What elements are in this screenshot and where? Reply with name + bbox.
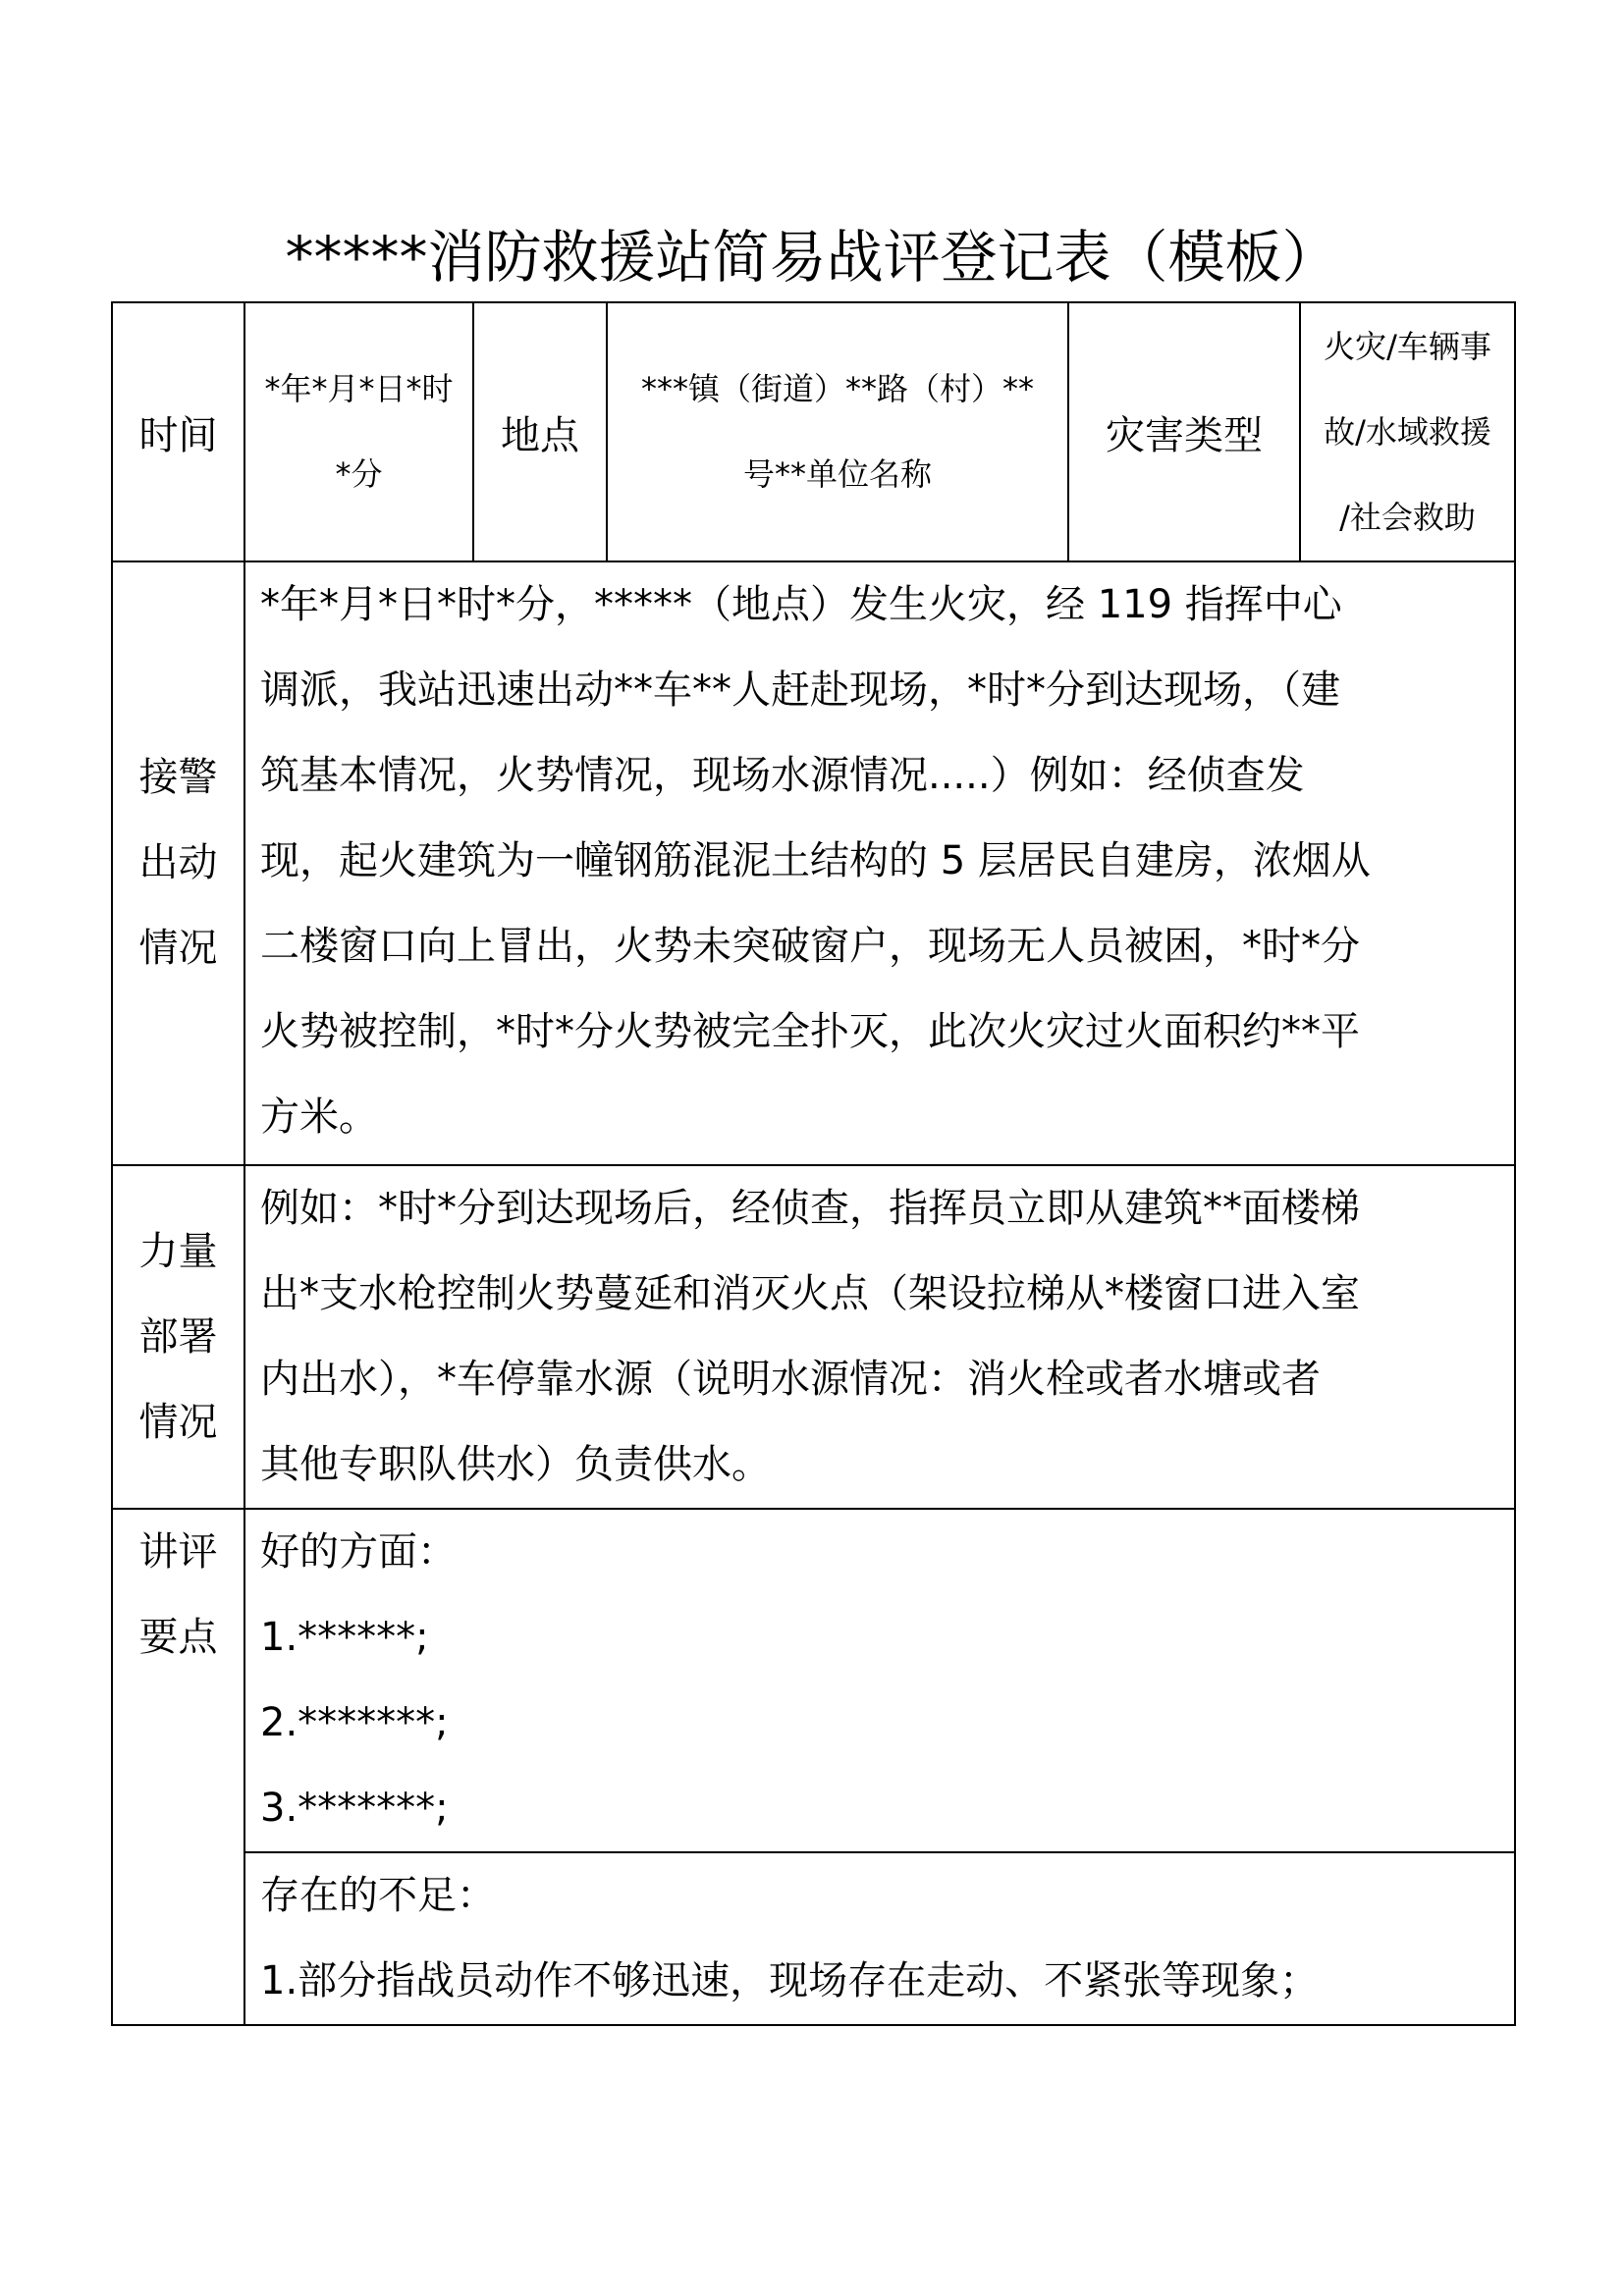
dispatch-label (112, 561, 244, 1165)
label-line: 要点 (138, 1615, 218, 1660)
text-line: *年*月*日*时*分，*****（地点）发生火灾，经 119 指挥中心 (260, 582, 1342, 627)
text-line: 好的方面： (260, 1529, 457, 1575)
place-value-line: 号**单位名称 (742, 455, 932, 493)
disaster-type-value (1300, 302, 1515, 561)
text-line: 二楼窗口向上冒出，火势未突破窗户，现场无人员被困，*时*分 (260, 924, 1360, 969)
review-bad-row (112, 1852, 1515, 2025)
type-value-line: 故/水域救援 (1324, 412, 1491, 451)
place-value (607, 302, 1068, 561)
deployment-row (112, 1165, 1515, 1509)
text-line: 例如：*时*分到达现场后，经侦查，指挥员立即从建筑**面楼梯 (260, 1186, 1360, 1231)
disaster-type-label: 灾害类型 (1068, 302, 1300, 561)
time-value-line: *分 (335, 455, 383, 493)
text-line: 1.部分指战员动作不够迅速，现场存在走动、不紧张等现象； (260, 1958, 1320, 2003)
text-line: 其他专职队供水）负责供水。 (260, 1442, 771, 1487)
dispatch-row (112, 561, 1515, 1165)
text-line: 存在的不足： (260, 1873, 496, 1918)
review-label (112, 1509, 244, 2025)
text-line: 筑基本情况，火势情况，现场水源情况.....）例如：经侦查发 (260, 753, 1305, 798)
label-line: 情况 (138, 926, 218, 971)
label-line: 出动 (138, 840, 218, 885)
header-row (112, 302, 1515, 561)
text-line: 现，起火建筑为一幢钢筋混泥土结构的 5 层居民自建房，浓烟从 (260, 838, 1371, 883)
type-value-line: /社会救助 (1339, 498, 1476, 536)
type-value-line: 火灾/车辆事 (1324, 327, 1491, 365)
time-label: 时间 (112, 302, 244, 561)
text-line: 火势被控制，*时*分火势被完全扑灭，此次火灾过火面积约**平 (260, 1009, 1360, 1054)
text-line: 2.*******; (260, 1700, 449, 1745)
place-value-line: ***镇（街道）**路（村）** (640, 370, 1034, 407)
text-line: 出*支水枪控制火势蔓延和消灭火点（架设拉梯从*楼窗口进入室 (260, 1271, 1360, 1316)
time-value (244, 302, 473, 561)
text-line: 1.******; (260, 1615, 429, 1660)
text-line: 方米。 (260, 1095, 378, 1140)
label-line: 讲评 (138, 1529, 218, 1575)
evaluation-form-table (111, 301, 1516, 2026)
page-title: *****消防救援站简易战评登记表（模板） (285, 224, 1339, 291)
review-good-row (112, 1509, 1515, 1852)
label-line: 力量 (138, 1228, 218, 1274)
dispatch-content (244, 561, 1515, 1165)
deployment-label (112, 1165, 244, 1509)
label-line: 情况 (138, 1399, 218, 1445)
text-line: 调派，我站迅速出动**车**人赶赴现场，*时*分到达现场，（建 (260, 667, 1340, 713)
review-bad-content (244, 1852, 1515, 2025)
place-label: 地点 (473, 302, 607, 561)
review-good-content (244, 1509, 1515, 1852)
label-line: 部署 (138, 1313, 218, 1360)
deployment-content (244, 1165, 1515, 1509)
text-line: 3.*******; (260, 1786, 449, 1831)
time-value-line: *年*月*日*时 (264, 370, 454, 407)
label-line: 接警 (138, 755, 218, 800)
text-line: 内出水），*车停靠水源（说明水源情况：消火栓或者水塘或者 (260, 1357, 1321, 1402)
